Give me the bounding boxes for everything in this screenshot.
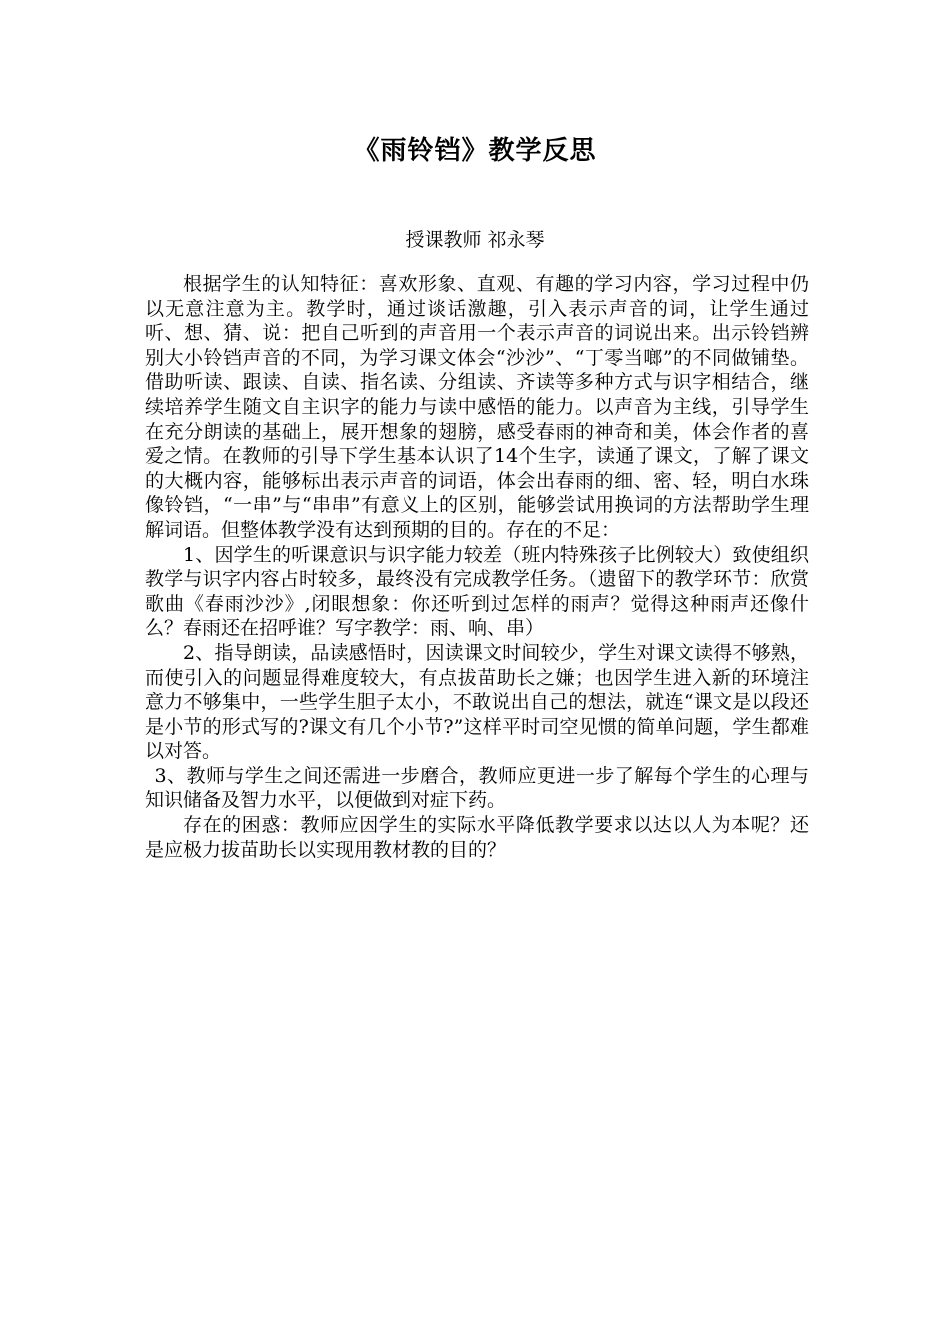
paragraph-point-3: 3、教师与学生之间还需进一步磨合，教师应更进一步了解每个学生的心理与知识储备及智力水平，以便做到对症下药。 [145, 764, 809, 812]
document-body [145, 272, 809, 862]
paragraph-confusion: 存在的困惑：教师应因学生的实际水平降低教学要求以达以人为本呢？还是应极力拔苗助长以实现用教材教的目的？ [145, 814, 809, 861]
paragraph-point-1: 1、因学生的听课意识与识字能力较差（班内特殊孩子比例较大）致使组织教学与识字内容占时较多，最终没有完成教学任务。（遗留下的教学环节：欣赏歌曲《春雨沙沙》,闭眼想象：你还听到过怎样的雨声？觉得这种雨声还像什么？春雨还在招呼谁？写字教学：雨、响、串） [145, 543, 809, 640]
author-line: 授课教师 祁永琴 [405, 229, 545, 251]
paragraph-point-2: 2、指导朗读，品读感悟时，因读课文时间较少，学生对课文读得不够熟，而使引入的问题显得难度较大，有点拔苗助长之嫌；也因学生进入新的环境注意力不够集中，一些学生胆子太小，不敢说出自己的想法，就连“课文是以段还是小节的形式写的?课文有几个小节?”这样平时司空见惯的简单问题，学生都难以对答。 [145, 641, 809, 763]
paragraph-intro: 根据学生的认知特征：喜欢形象、直观、有趣的学习内容，学习过程中仍以无意注意为主。教学时，通过谈话激趣，引入表示声音的词，让学生通过听、想、猜、说：把自己听到的声音用一个表示声音的词说出来。出示铃铛辨别大小铃铛声音的不同，为学习课文体会“沙沙”、“丁零当啷”的不同做铺垫。借助听读、跟读、自读、指名读、分组读、齐读等多种方式与识字相结合，继续培养学生随文自主识字的能力与读中感悟的能力。以声音为主线，引导学生在充分朗读的基础上，展开想象的翅膀，感受春雨的神奇和美，体会作者的喜爱之情。在教师的引导下学生基本认识了14个生字，读通了课文，了解了课文的大概内容，能够标出表示声音的词语，体会出春雨的细、密、轻，明白水珠像铃铛，“一串”与“串串”有意义上的区别，能够尝试用换词的方法帮助学生理解词语。但整体教学没有达到预期的目的。存在的不足： [145, 273, 809, 541]
document-title: 《雨铃铛》教学反思 [353, 136, 597, 166]
